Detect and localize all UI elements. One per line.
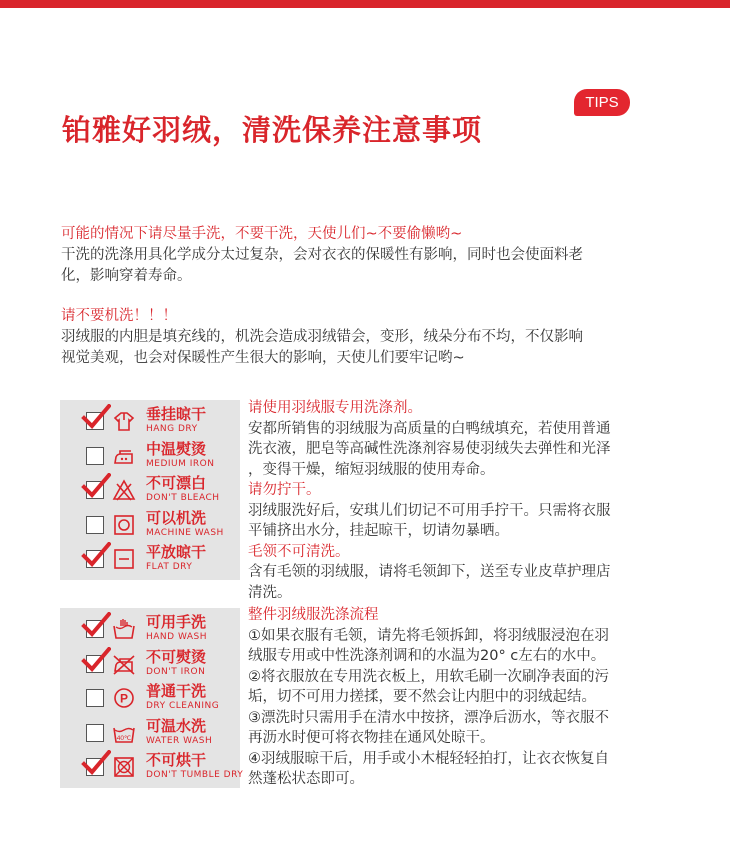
care-row <box>60 542 240 576</box>
instruction-line: ②将衣服放在专用洗衣板上，用软毛刷一次刷净表面的污 <box>248 668 609 685</box>
instruction-heading: 请使用羽绒服专用洗涤剂。 <box>248 400 422 416</box>
machine-wash-icon <box>112 513 136 537</box>
intro-body-line: 干洗的洗涤用具化学成分太过复杂，会对衣衣的保暖性有影响，同时也会使面料老 <box>61 247 583 263</box>
instruction-line: 平铺挤出水分，挂起晾干，切请勿暴晒。 <box>248 523 509 539</box>
no-bleach-icon <box>112 478 136 502</box>
instruction-line: 羽绒服洗好后，安琪儿们切记不可用手拧干。只需将衣服 <box>248 502 611 519</box>
tips-badge: TIPS <box>574 89 630 116</box>
dry-cleaning-icon <box>112 686 136 710</box>
intro-heading: 请不要机洗！！！ <box>61 308 177 324</box>
top-accent-bar <box>0 0 730 8</box>
instruction-line: 含有毛领的羽绒服，请将毛领卸下，送至专业皮草护理店 <box>248 564 611 580</box>
intro-body-line: 视觉美观，也会对保暖性产生很大的影响，天使儿们要牢记哟~ <box>61 350 465 366</box>
checkmark-icon <box>81 473 111 499</box>
intro-body-line: 化，影响穿着寿命。 <box>61 268 192 284</box>
water-wash-icon <box>112 721 136 745</box>
care-label-en: DON'T IRON <box>146 666 206 677</box>
care-row <box>60 750 244 784</box>
instruction-line: 安都所销售的羽绒服为高质量的白鸭绒填充，若使用普通 <box>248 420 611 437</box>
instruction-heading: 整件羽绒服洗涤流程 <box>248 607 379 623</box>
care-row <box>60 404 240 438</box>
care-label-cn: 可用手洗 <box>146 613 207 631</box>
instruction-line: ①如果衣服有毛领，请先将毛领拆卸，将羽绒服浸泡在羽 <box>248 627 609 644</box>
medium-iron-icon <box>112 444 136 468</box>
checkbox <box>86 516 104 534</box>
care-label-en: HAND WASH <box>146 632 207 642</box>
care-label-en: DRY CLEANING <box>146 701 220 711</box>
care-row <box>60 647 240 681</box>
care-row <box>60 612 240 646</box>
instruction-heading: 毛领不可清洗。 <box>248 543 350 560</box>
instruction-line: 垢，切不可用力搓揉，要不然会让内胆中的羽绒起结。 <box>248 689 596 705</box>
care-row <box>60 473 240 507</box>
checkmark-icon <box>81 750 111 776</box>
checkbox <box>86 689 104 707</box>
instruction-line: ，变得干燥，缩短羽绒服的使用寿命。 <box>248 461 495 478</box>
svg-text:40℃: 40℃ <box>116 734 132 742</box>
intro-heading: 可能的情况下请尽量手洗，不要干洗，天使儿们~不要偷懒哟~ <box>61 226 463 242</box>
care-label-cn: 不可熨烫 <box>146 647 207 666</box>
care-symbols-panel-2 <box>60 608 244 788</box>
checkmark-icon <box>81 542 111 568</box>
checkbox <box>86 447 104 465</box>
care-label-en: DON'T TUMBLE DRY <box>146 770 244 780</box>
checkbox <box>86 724 104 742</box>
care-label-en: HANG DRY <box>146 424 198 434</box>
intro-section-hand-wash <box>61 224 691 287</box>
care-label-cn: 不可烘干 <box>146 751 207 769</box>
checkmark-icon <box>81 647 111 673</box>
instruction-line: 再沥水时便可将衣物挂在通风处晾干。 <box>248 730 495 746</box>
care-row <box>60 439 240 473</box>
care-label-en: WATER WASH <box>146 735 213 746</box>
care-label-en: DON'T BLEACH <box>146 493 220 503</box>
care-label-en: MEDIUM IRON <box>146 458 215 469</box>
instruction-line: ④羽绒服晾干后，用手或小木棍轻轻拍打，让衣衣恢复自 <box>248 750 609 767</box>
care-label-cn: 可以机洗 <box>146 508 207 527</box>
care-label-cn: 垂挂晾干 <box>146 405 207 423</box>
no-tumble-dry-icon <box>112 755 136 779</box>
care-label-cn: 普通干洗 <box>146 682 207 700</box>
care-instructions-1 <box>248 398 688 603</box>
no-iron-icon <box>112 652 136 676</box>
instruction-heading: 请勿拧干。 <box>248 482 321 498</box>
care-label-cn: 可温水洗 <box>146 716 207 735</box>
instruction-line: 绒服专用或中性洗涤剂调和的水温为20° c左右的水中。 <box>248 648 606 664</box>
care-label-cn: 中温熨烫 <box>146 439 207 458</box>
care-row <box>60 716 240 750</box>
care-symbols-panel-1 <box>60 400 240 580</box>
wash-process-instructions <box>248 605 688 790</box>
intro-section-no-machine <box>61 306 691 369</box>
intro-body-line: 羽绒服的内胆是填充线的，机洗会造成羽绒错会，变形，绒朵分布不均，不仅影响 <box>61 329 583 345</box>
instruction-line: 然蓬松状态即可。 <box>248 771 364 787</box>
care-row <box>60 508 240 542</box>
care-label-cn: 不可漂白 <box>146 474 207 492</box>
instruction-line: 洗衣液，肥皂等高碱性洗涤剂容易使羽绒失去弹性和光泽 <box>248 441 611 457</box>
checkmark-icon <box>81 612 111 638</box>
hang-dry-icon <box>112 409 136 433</box>
page-title: 铂雅好羽绒，清洗保养注意事项 <box>62 113 483 147</box>
instruction-line: ③漂洗时只需用手在清水中按挤，漂净后沥水，等衣服不 <box>248 709 609 726</box>
flat-dry-icon <box>112 547 136 571</box>
care-label-en: FLAT DRY <box>146 562 193 572</box>
svg-text:P: P <box>119 691 129 706</box>
care-label-en: MACHINE WASH <box>146 527 224 538</box>
care-label-cn: 平放晾干 <box>146 543 207 561</box>
checkmark-icon <box>81 404 111 430</box>
instruction-line: 清洗。 <box>248 584 292 601</box>
care-row <box>60 681 240 715</box>
hand-wash-icon <box>112 617 136 641</box>
